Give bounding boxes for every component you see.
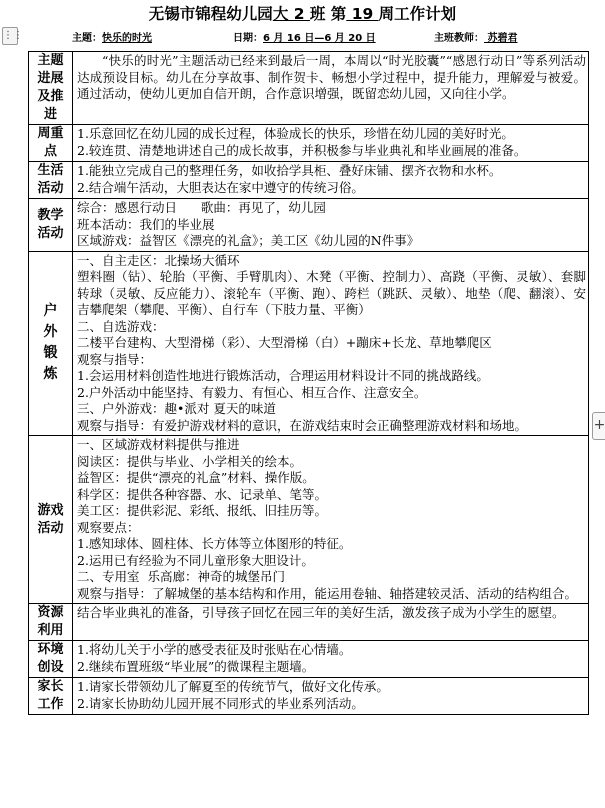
teacher-value: 苏碧君	[484, 33, 518, 44]
add-row-icon[interactable]: +	[592, 412, 605, 440]
row-content[interactable]: 综合：感恩行动日 歌曲：再见了，幼儿园 班本活动：我们的毕业展 区域游戏：益智区《漂亮的礼盒》；美工区《幼儿园的N件事》	[73, 199, 589, 252]
row-theme-progress	[29, 52, 589, 125]
theme-value: 快乐的时光	[102, 33, 152, 44]
class-suffix: 班 第	[309, 5, 347, 23]
row-label: 教学活动	[29, 199, 73, 252]
row-content[interactable]: “快乐的时光”主题活动已经来到最后一周，本周以“时光胶囊”“感恩行动日”等系列活动达成预设目标。幼儿在分享故事、制作贺卡、畅想小学过程中，提升能力，理解爱与被爱。通过活动，使幼儿更加自信开朗，合作意识增强，既留恋幼儿园，又向往小学。	[73, 52, 589, 125]
row-label: 环境创设	[29, 641, 73, 678]
page-title	[0, 2, 605, 26]
class-name: 大 2	[272, 5, 310, 23]
row-label: 户外锻炼	[29, 251, 73, 436]
school-name: 无锡市锦程幼儿园	[148, 5, 273, 23]
row-content[interactable]: 1.乐意回忆在幼儿园的成长过程，体验成长的快乐，珍惜在幼儿园的美好时光。 2.较连贯、清楚地讲述自己的成长故事，并积极参与毕业典礼和毕业画展的准备。	[73, 125, 589, 162]
row-content[interactable]: 结合毕业典礼的准备，引导孩子回忆在园三年的美好生活，激发孩子成为小学生的愿望。	[73, 604, 589, 641]
row-weekly-focus	[29, 125, 589, 162]
row-label: 游戏活动	[29, 436, 73, 604]
row-teaching-activities	[29, 199, 589, 252]
row-content[interactable]: 一、区域游戏材料提供与推进 阅读区：提供与毕业、小学相关的绘本。 益智区：提供“漂亮的礼盒”材料、操作版。 科学区：提供各种容器、水、记录单、笔等。 美工区：提供彩泥、彩纸、报纸、旧挂历等。 观察要点： 1.感知球体、圆柱体、长方体等立体图形的特征。 2.运用已有经验为不同儿童形象大胆设计。 二、专用室 乐高廊：神奇的城堡吊门 观察与指导：了解城堡的基本结构和作用，能运用卷轴、轴搭建较灵活、活动的结构组合。	[73, 436, 589, 604]
table-move-handle-icon[interactable]: ⋮⋮	[2, 27, 18, 45]
row-outdoor-exercise	[29, 251, 589, 436]
row-content[interactable]: 1.能独立完成自己的整理任务，如收拾学具柜、叠好床铺、摆齐衣物和水杯。 2.结合端午活动，大胆表达在家中遵守的传统习俗。	[73, 162, 589, 199]
row-content[interactable]: 一、自主走区：北操场大循环 塑料圈（钻）、轮胎（平衡、手臂肌肉）、木凳（平衡、控制力）、高跷（平衡、灵敏）、套脚转球（灵敏、反应能力）、滚轮车（平衡、跑）、跨栏（跳跃、灵敏）、地垫（爬、翻滚）、安吉攀爬架（攀爬、平衡）、自行车（下肢力量、平衡） 二、自选游戏： 二楼平台建构、大型滑梯（彩）、大型滑梯（白）+蹦床+长龙、草地攀爬区 观察与指导： 1.会运用材料创造性地进行锻炼活动，合理运用材料设计不同的挑战路线。 2.户外活动中能坚持、有毅力、有恒心、相互合作、注意安全。 三、户外游戏：趣•派对 夏天的味道 观察与指导：有爱护游戏材料的意识，在游戏结束时会正确整理游戏材料和场地。	[73, 251, 589, 436]
date-value: 6 月 16 日—6 月 20 日	[263, 33, 376, 44]
date-field	[233, 31, 376, 47]
date-label: 日期：	[233, 33, 263, 44]
row-environment	[29, 641, 589, 678]
row-label: 生活活动	[29, 162, 73, 199]
row-content[interactable]: 1.将幼儿关于小学的感受表征及时张贴在心情墙。 2.继续布置班级“毕业展”的微课程主题墙。	[73, 641, 589, 678]
row-life-activities	[29, 162, 589, 199]
row-content[interactable]: 1.请家长带领幼儿了解夏至的传统节气，做好文化传承。 2.请家长协助幼儿园开展不同形式的毕业系列活动。	[73, 678, 589, 715]
row-label: 主题进展及推进	[29, 52, 73, 125]
theme-label: 主题：	[72, 33, 102, 44]
weekly-plan-table	[28, 51, 589, 715]
row-label: 家长工作	[29, 678, 73, 715]
row-label: 资源利用	[29, 604, 73, 641]
week-number: 19	[346, 5, 379, 23]
teacher-field	[434, 31, 517, 47]
row-game-activities	[29, 436, 589, 604]
teacher-label: 主班教师：	[434, 33, 484, 44]
theme-field	[72, 31, 152, 47]
row-label: 周重点	[29, 125, 73, 162]
row-resource-use	[29, 604, 589, 641]
row-parent-work	[29, 678, 589, 715]
week-suffix: 周工作计划	[378, 5, 457, 23]
